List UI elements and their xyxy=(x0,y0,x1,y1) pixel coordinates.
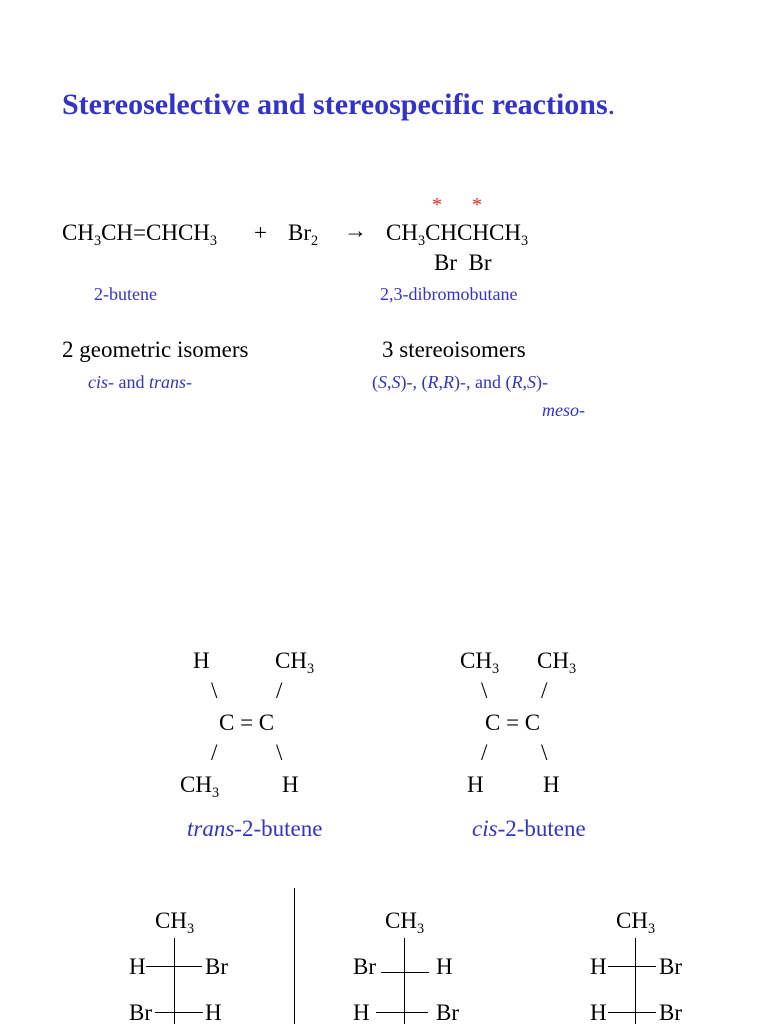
fischer-horizontal-bond xyxy=(155,1012,203,1013)
formula-part: CH xyxy=(460,648,492,673)
name-suffix: -2-butene xyxy=(234,816,323,841)
formula-subscript: 3 xyxy=(93,232,102,249)
cis-bond-top-left: \ xyxy=(481,678,488,703)
fischer-horizontal-bond xyxy=(376,1012,428,1013)
trans-bottom-right-atom: H xyxy=(282,772,299,797)
fischer-row1-left: Br xyxy=(353,954,376,979)
note-part: S xyxy=(378,372,387,392)
formula-part: CHCHCH xyxy=(425,220,521,245)
product-bromine-substituents: Br Br xyxy=(434,250,492,275)
trans-bond-bottom-left: / xyxy=(211,740,218,765)
formula-part: CH xyxy=(537,648,569,673)
name-prefix: trans xyxy=(187,816,235,841)
fischer-row2-left: Br xyxy=(129,1000,152,1025)
cis-bond-bottom-right: \ xyxy=(541,740,548,765)
cis-bond-bottom-left: / xyxy=(481,740,488,765)
cis-top-right-group xyxy=(537,648,577,677)
and-text: and xyxy=(114,372,149,392)
trans-double-bond: C = C xyxy=(219,710,275,735)
plus-sign: + xyxy=(254,220,267,245)
note-part: , xyxy=(438,372,443,392)
formula-part: CH xyxy=(616,908,648,933)
divider-line xyxy=(294,888,295,1024)
formula-subscript: 2 xyxy=(311,232,319,249)
note-part: S xyxy=(391,372,401,392)
geometric-isomers-note xyxy=(88,372,192,393)
fischer-top-group xyxy=(155,908,195,937)
formula-part: CH xyxy=(180,772,212,797)
name-prefix: cis xyxy=(472,816,498,841)
fischer-horizontal-bond xyxy=(146,966,202,967)
product-name: 2,3-dibromobutane xyxy=(380,284,518,304)
reactant-bromine-formula xyxy=(288,220,319,249)
cis-bottom-left-atom: H xyxy=(467,772,484,797)
geometric-isomers-heading: 2 geometric isomers xyxy=(62,337,249,362)
formula-subscript: 3 xyxy=(491,660,500,677)
formula-part: CH xyxy=(385,908,417,933)
fischer-horizontal-bond xyxy=(608,966,656,967)
formula-part: CH xyxy=(62,220,94,245)
note-part: , xyxy=(522,372,527,392)
formula-part: CH=CHCH xyxy=(101,220,210,245)
fischer-row2-right: Br xyxy=(436,1000,459,1025)
note-part: R xyxy=(427,372,439,392)
title-text: Stereoselective and stereospecific reactions xyxy=(62,88,608,121)
formula-subscript: 3 xyxy=(416,920,425,937)
reactant-name: 2-butene xyxy=(94,284,157,304)
fischer-horizontal-bond xyxy=(381,972,429,973)
cis-double-bond: C = C xyxy=(485,710,541,735)
trans-label: trans- xyxy=(149,372,193,392)
note-part: )- xyxy=(535,372,548,392)
note-part: )-, and ( xyxy=(453,372,512,392)
stereocenter-mark-1: * xyxy=(432,194,442,216)
stereocenter-mark-2: * xyxy=(472,194,482,216)
formula-part: CH xyxy=(275,648,307,673)
note-part: , xyxy=(387,372,392,392)
product-formula xyxy=(386,220,529,249)
title-period: . xyxy=(607,88,616,121)
cis-top-left-group xyxy=(460,648,500,677)
cis-butene-name xyxy=(472,816,586,842)
note-part: R xyxy=(442,372,454,392)
trans-butene-name xyxy=(187,816,322,842)
fischer-row2-left: H xyxy=(353,1000,370,1025)
trans-bond-bottom-right: \ xyxy=(276,740,283,765)
formula-subscript: 3 xyxy=(568,660,577,677)
formula-subscript: 3 xyxy=(209,232,218,249)
fischer-row1-left: H xyxy=(590,954,607,979)
note-part: S xyxy=(526,372,536,392)
formula-subscript: 3 xyxy=(211,784,220,801)
reactant-2-butene-formula xyxy=(62,220,218,249)
note-part: )-, ( xyxy=(400,372,428,392)
trans-top-right-group xyxy=(275,648,315,677)
fischer-top-group xyxy=(385,908,425,937)
fischer-row1-right: Br xyxy=(659,954,682,979)
formula-part: CH xyxy=(386,220,418,245)
cis-bond-top-right: / xyxy=(541,678,548,703)
formula-subscript: 3 xyxy=(186,920,195,937)
fischer-row1-left: H xyxy=(129,954,146,979)
meso-text: meso- xyxy=(542,400,585,420)
cis-bottom-right-atom: H xyxy=(543,772,560,797)
formula-part: CH xyxy=(155,908,187,933)
formula-subscript: 3 xyxy=(647,920,656,937)
note-part: R xyxy=(511,372,523,392)
formula-subscript: 3 xyxy=(520,232,529,249)
formula-subscript: 3 xyxy=(306,660,315,677)
fischer-row1-right: Br xyxy=(205,954,228,979)
name-suffix: -2-butene xyxy=(497,816,586,841)
note-part: ( xyxy=(372,372,378,392)
formula-subscript: 3 xyxy=(417,232,426,249)
fischer-top-group xyxy=(616,908,656,937)
formula-part: Br xyxy=(288,220,311,245)
fischer-row1-right: H xyxy=(436,954,453,979)
fischer-row2-right: Br xyxy=(659,1000,682,1025)
stereoisomers-heading: 3 stereoisomers xyxy=(382,337,526,362)
meso-label xyxy=(542,400,585,421)
trans-bond-top-right: / xyxy=(276,678,283,703)
cis-label: cis- xyxy=(88,372,114,392)
page-title xyxy=(62,88,615,122)
trans-bottom-left-group xyxy=(180,772,220,801)
fischer-horizontal-bond xyxy=(608,1012,656,1013)
stereoisomers-note xyxy=(372,372,548,393)
trans-bond-top-left: \ xyxy=(211,678,218,703)
reaction-arrow-icon: → xyxy=(344,218,367,243)
fischer-row2-left: H xyxy=(590,1000,607,1025)
fischer-row2-right: H xyxy=(205,1000,222,1025)
trans-top-left-atom: H xyxy=(193,648,210,673)
